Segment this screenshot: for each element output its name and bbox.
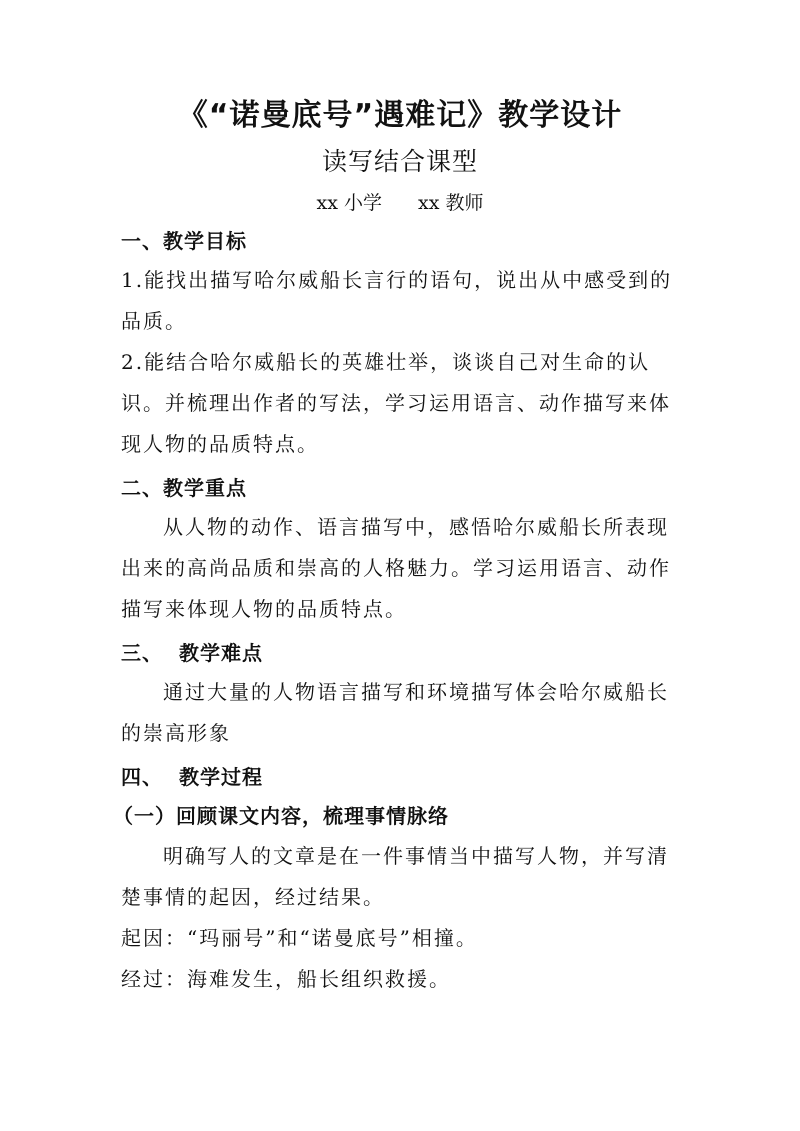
process-step1-cause: 起因：“玛丽号”和“诺曼底号”相撞。 bbox=[121, 926, 478, 950]
section-heading-difficulties bbox=[121, 634, 681, 672]
school-name: xx 小学 bbox=[316, 192, 382, 214]
goal-item-1: 1.能找出描写哈尔威船长言行的语句，说出从中感受到的品质。 bbox=[121, 268, 673, 333]
process-heading-text: 教学过程 bbox=[179, 765, 263, 789]
section-heading-goals: 一、教学目标 bbox=[121, 229, 247, 253]
process-heading-prefix: 四、 bbox=[121, 765, 163, 789]
goal-item-2: 2.能结合哈尔威船长的英雄壮举，谈谈自己对生命的认识。并梳理出作者的写法，学习运用语言、动作描写来体现人物的品质特点。 bbox=[121, 350, 671, 456]
process-step1-text: 明确写人的文章是在一件事情当中描写人物，并写清楚事情的起因，经过结果。 bbox=[121, 844, 669, 909]
section-heading-process bbox=[121, 758, 681, 796]
process-step1-heading: （一）回顾课文内容，梳理事情脉络 bbox=[113, 804, 449, 828]
document-title: 《“诺曼底号”遇难记》教学设计 bbox=[177, 98, 623, 133]
key-points-text: 从人物的动作、语言描写中，感悟哈尔威船长所表现出来的高尚品质和崇高的人格魅力。学习运用语言、动作描写来体现人物的品质特点。 bbox=[121, 515, 671, 621]
difficulties-text: 通过大量的人物语言描写和环境描写体会哈尔威船长的崇高形象 bbox=[121, 680, 669, 745]
section-heading-key-points: 二、教学重点 bbox=[121, 476, 247, 500]
author-line bbox=[0, 190, 800, 216]
document-subtitle: 读写结合课型 bbox=[321, 147, 478, 176]
teacher-name: xx 教师 bbox=[418, 192, 484, 214]
difficulties-heading-text: 教学难点 bbox=[179, 641, 263, 665]
document-body bbox=[113, 222, 681, 1000]
difficulties-heading-prefix: 三、 bbox=[121, 641, 163, 665]
process-step1-course: 经过：海难发生，船长组织救援。 bbox=[121, 967, 451, 991]
